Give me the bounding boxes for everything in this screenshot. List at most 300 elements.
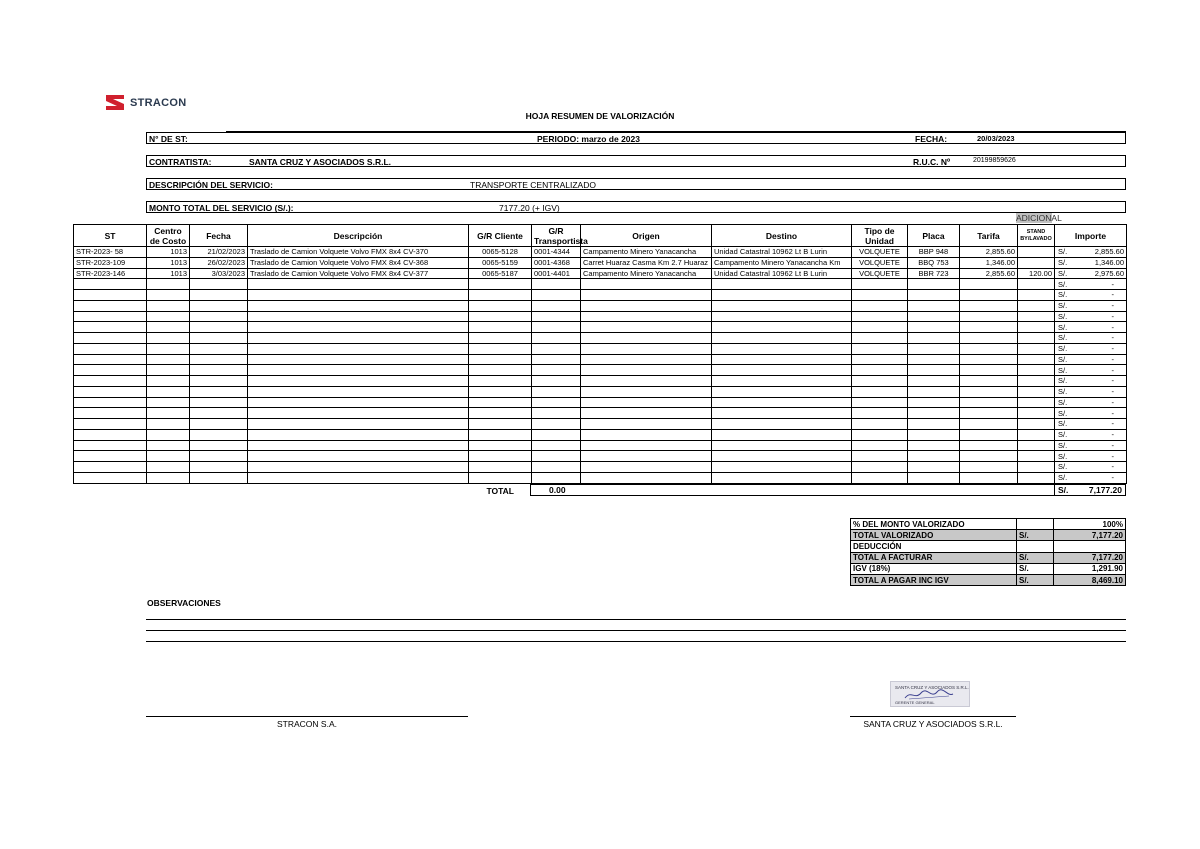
monto-value: 7177.20 (+ IGV) <box>499 203 560 213</box>
empty-cell <box>581 462 712 473</box>
summary-currency: S/. <box>1017 552 1054 563</box>
empty-cell <box>190 311 248 322</box>
empty-cell <box>190 386 248 397</box>
empty-cell <box>712 365 852 376</box>
empty-cell <box>712 311 852 322</box>
empty-cell <box>908 300 960 311</box>
empty-cell <box>532 343 581 354</box>
cell-importe <box>1055 311 1127 322</box>
currency: S/. <box>1058 290 1068 300</box>
empty-cell <box>190 440 248 451</box>
cell-importe <box>1055 462 1127 473</box>
importe-value: - <box>1111 311 1114 321</box>
empty-cell <box>248 322 469 333</box>
observaciones-line <box>146 619 1126 620</box>
summary-label: TOTAL VALORIZADO <box>851 530 1017 541</box>
cell-cc: 1013 <box>147 257 190 268</box>
empty-cell <box>581 290 712 301</box>
empty-cell <box>908 472 960 483</box>
descripcion-bar <box>146 178 1126 190</box>
table-row-empty <box>74 354 1127 365</box>
cell-importe <box>1055 268 1127 279</box>
empty-cell <box>712 354 852 365</box>
empty-cell <box>74 386 147 397</box>
cell-st: STR-2023-109 <box>74 257 147 268</box>
table-row <box>74 268 1127 279</box>
empty-cell <box>581 440 712 451</box>
empty-cell <box>581 343 712 354</box>
cell-placa: BBP 948 <box>908 247 960 258</box>
table-row-empty <box>74 365 1127 376</box>
empty-cell <box>581 322 712 333</box>
empty-cell <box>960 440 1018 451</box>
importe-value: 1,346.00 <box>1094 258 1124 268</box>
empty-cell <box>581 376 712 387</box>
table-row-empty <box>74 333 1127 344</box>
empty-cell <box>469 451 532 462</box>
empty-cell <box>581 354 712 365</box>
empty-cell <box>147 408 190 419</box>
empty-cell <box>74 343 147 354</box>
empty-cell <box>74 429 147 440</box>
empty-cell <box>712 343 852 354</box>
empty-cell <box>1018 290 1055 301</box>
empty-cell <box>190 365 248 376</box>
empty-cell <box>248 300 469 311</box>
empty-cell <box>908 376 960 387</box>
empty-cell <box>74 440 147 451</box>
empty-cell <box>190 429 248 440</box>
empty-cell <box>248 429 469 440</box>
cell-importe <box>1055 365 1127 376</box>
currency: S/. <box>1058 268 1068 278</box>
empty-cell <box>469 300 532 311</box>
empty-cell <box>712 300 852 311</box>
empty-cell <box>908 343 960 354</box>
empty-cell <box>190 397 248 408</box>
empty-cell <box>712 472 852 483</box>
empty-cell <box>248 279 469 290</box>
currency: S/. <box>1058 387 1068 397</box>
empty-cell <box>960 322 1018 333</box>
empty-cell <box>852 311 908 322</box>
st-period-bar <box>146 132 1126 144</box>
currency: S/. <box>1058 247 1068 257</box>
empty-cell <box>147 429 190 440</box>
importe-value: - <box>1111 430 1114 440</box>
cell-tarifa: 2,855.60 <box>960 268 1018 279</box>
contratista-label: CONTRATISTA: <box>149 157 212 167</box>
cell-grc: 0065-5187 <box>469 268 532 279</box>
cell-placa: BBQ 753 <box>908 257 960 268</box>
empty-cell <box>469 408 532 419</box>
table-row-empty <box>74 462 1127 473</box>
st-label: N° DE ST: <box>149 134 188 144</box>
empty-cell <box>74 408 147 419</box>
empty-cell <box>190 333 248 344</box>
empty-cell <box>960 279 1018 290</box>
empty-cell <box>908 290 960 301</box>
cell-tarifa: 2,855.60 <box>960 247 1018 258</box>
cell-origen: Campamento Minero Yanacancha <box>581 247 712 258</box>
empty-cell <box>248 343 469 354</box>
empty-cell <box>248 376 469 387</box>
empty-cell <box>908 451 960 462</box>
empty-cell <box>1018 365 1055 376</box>
empty-cell <box>960 300 1018 311</box>
empty-cell <box>74 472 147 483</box>
empty-cell <box>248 397 469 408</box>
importe-value: 2,855.60 <box>1094 247 1124 257</box>
empty-cell <box>712 290 852 301</box>
cell-importe <box>1055 343 1127 354</box>
table-row-empty <box>74 472 1127 483</box>
summary-row <box>851 519 1126 530</box>
table-row-empty <box>74 440 1127 451</box>
cell-grt: 0001-4401 <box>532 268 581 279</box>
table-row <box>74 257 1127 268</box>
empty-cell <box>1018 322 1055 333</box>
cell-importe <box>1055 472 1127 483</box>
empty-cell <box>960 451 1018 462</box>
empty-cell <box>712 408 852 419</box>
empty-cell <box>74 290 147 301</box>
fecha-label: FECHA: <box>915 134 948 144</box>
summary-currency <box>1017 541 1054 552</box>
summary-value: 1,291.90 <box>1054 563 1126 574</box>
observaciones-label: OBSERVACIONES <box>147 598 221 608</box>
currency: S/. <box>1058 344 1068 354</box>
table-row-empty <box>74 376 1127 387</box>
importe-value: - <box>1111 290 1114 300</box>
empty-cell <box>532 365 581 376</box>
empty-cell <box>532 472 581 483</box>
ruc-label: R.U.C. Nº <box>913 157 951 167</box>
currency: S/. <box>1058 473 1068 483</box>
empty-cell <box>852 290 908 301</box>
empty-cell <box>960 429 1018 440</box>
cell-standby <box>1018 247 1055 258</box>
empty-cell <box>147 462 190 473</box>
empty-cell <box>248 354 469 365</box>
empty-cell <box>712 386 852 397</box>
empty-cell <box>712 279 852 290</box>
empty-cell <box>1018 311 1055 322</box>
empty-cell <box>74 311 147 322</box>
empty-cell <box>712 376 852 387</box>
empty-cell <box>147 300 190 311</box>
empty-cell <box>147 397 190 408</box>
cell-grt: 0001-4368 <box>532 257 581 268</box>
cell-cc: 1013 <box>147 268 190 279</box>
empty-cell <box>147 451 190 462</box>
empty-cell <box>712 419 852 430</box>
empty-cell <box>469 343 532 354</box>
currency: S/. <box>1058 311 1068 321</box>
cell-importe <box>1055 397 1127 408</box>
empty-cell <box>852 451 908 462</box>
empty-cell <box>1018 354 1055 365</box>
importe-value: - <box>1111 365 1114 375</box>
total-label: TOTAL <box>486 486 514 496</box>
empty-cell <box>960 472 1018 483</box>
empty-cell <box>147 311 190 322</box>
empty-cell <box>908 386 960 397</box>
empty-cell <box>532 397 581 408</box>
empty-cell <box>712 462 852 473</box>
col-header: Tipo de Unidad <box>852 225 908 247</box>
importe-value: - <box>1111 376 1114 386</box>
empty-cell <box>532 462 581 473</box>
periodo-label: PERIODO: marzo de 2023 <box>537 134 640 144</box>
table-row <box>74 247 1127 258</box>
cell-importe <box>1055 322 1127 333</box>
empty-cell <box>74 451 147 462</box>
empty-cell <box>1018 333 1055 344</box>
col-header: ST <box>74 225 147 247</box>
empty-cell <box>852 397 908 408</box>
empty-cell <box>712 397 852 408</box>
empty-cell <box>581 408 712 419</box>
currency: S/. <box>1058 333 1068 343</box>
empty-cell <box>581 311 712 322</box>
empty-cell <box>1018 472 1055 483</box>
empty-cell <box>190 419 248 430</box>
importe-value: - <box>1111 301 1114 311</box>
empty-cell <box>960 419 1018 430</box>
empty-cell <box>532 451 581 462</box>
col-header: Fecha <box>190 225 248 247</box>
monto-bar <box>146 201 1126 213</box>
empty-cell <box>469 311 532 322</box>
company-stamp <box>890 681 970 707</box>
empty-cell <box>908 429 960 440</box>
summary-label: IGV (18%) <box>851 563 1017 574</box>
currency: S/. <box>1058 365 1068 375</box>
currency: S/. <box>1058 430 1068 440</box>
summary-row <box>851 574 1126 585</box>
importe-value: 2,975.60 <box>1094 268 1124 278</box>
signature-line-right <box>850 716 1016 717</box>
empty-cell <box>469 419 532 430</box>
contratista-value: SANTA CRUZ Y ASOCIADOS S.R.L. <box>249 157 391 167</box>
empty-cell <box>248 333 469 344</box>
empty-cell <box>147 343 190 354</box>
empty-cell <box>147 279 190 290</box>
empty-cell <box>960 290 1018 301</box>
cell-standby <box>1018 257 1055 268</box>
empty-cell <box>190 290 248 301</box>
empty-cell <box>960 333 1018 344</box>
empty-cell <box>190 300 248 311</box>
empty-cell <box>1018 343 1055 354</box>
cell-desc: Traslado de Camion Volquete Volvo FMX 8x4 CV-370 <box>248 247 469 258</box>
empty-cell <box>147 386 190 397</box>
empty-cell <box>581 451 712 462</box>
col-header: Origen <box>581 225 712 247</box>
empty-cell <box>248 472 469 483</box>
summary-row <box>851 552 1126 563</box>
empty-cell <box>248 365 469 376</box>
col-header: Importe <box>1055 225 1127 247</box>
empty-cell <box>469 386 532 397</box>
total-currency: S/. <box>1058 485 1069 495</box>
summary-label: TOTAL A PAGAR INC IGV <box>851 574 1017 585</box>
importe-value: - <box>1111 473 1114 483</box>
importe-value: - <box>1111 354 1114 364</box>
summary-row <box>851 541 1126 552</box>
cell-fecha: 21/02/2023 <box>190 247 248 258</box>
cell-grc: 0065-5159 <box>469 257 532 268</box>
cell-importe <box>1055 408 1127 419</box>
col-header: G/R Cliente <box>469 225 532 247</box>
cell-grt: 0001-4344 <box>532 247 581 258</box>
empty-cell <box>469 397 532 408</box>
empty-cell <box>960 354 1018 365</box>
summary-label: TOTAL A FACTURAR <box>851 552 1017 563</box>
summary-currency <box>1017 519 1054 530</box>
empty-cell <box>147 419 190 430</box>
table-header-row <box>74 225 1127 247</box>
cell-importe <box>1055 419 1127 430</box>
empty-cell <box>469 365 532 376</box>
summary-value: 100% <box>1054 519 1126 530</box>
empty-cell <box>74 462 147 473</box>
summary-table <box>850 518 1126 586</box>
empty-cell <box>908 354 960 365</box>
cell-tipo: VOLQUETE <box>852 257 908 268</box>
table-row-empty <box>74 300 1127 311</box>
empty-cell <box>532 333 581 344</box>
empty-cell <box>712 440 852 451</box>
col-header: Placa <box>908 225 960 247</box>
importe-value: - <box>1111 333 1114 343</box>
empty-cell <box>74 376 147 387</box>
cell-importe <box>1055 257 1127 268</box>
empty-cell <box>74 419 147 430</box>
adicional-label: ADICIONAL <box>1016 213 1062 223</box>
cell-importe <box>1055 440 1127 451</box>
currency: S/. <box>1058 440 1068 450</box>
summary-value: 7,177.20 <box>1054 552 1126 563</box>
empty-cell <box>248 440 469 451</box>
empty-cell <box>581 279 712 290</box>
col-header: Centro de Costo <box>147 225 190 247</box>
observaciones-line <box>146 630 1126 631</box>
table-row-empty <box>74 429 1127 440</box>
importe-total-cell <box>1054 484 1126 496</box>
empty-cell <box>852 408 908 419</box>
empty-cell <box>908 408 960 419</box>
empty-cell <box>1018 279 1055 290</box>
empty-cell <box>581 429 712 440</box>
summary-value: 7,177.20 <box>1054 530 1126 541</box>
cell-st: STR-2023- 58 <box>74 247 147 258</box>
currency: S/. <box>1058 419 1068 429</box>
stracon-logo <box>106 95 187 110</box>
empty-cell <box>960 462 1018 473</box>
col-header: G/R Transportista <box>532 225 581 247</box>
summary-row <box>851 530 1126 541</box>
empty-cell <box>532 311 581 322</box>
empty-cell <box>908 322 960 333</box>
empty-cell <box>581 300 712 311</box>
table-row-empty <box>74 290 1127 301</box>
currency: S/. <box>1058 376 1068 386</box>
empty-cell <box>74 365 147 376</box>
empty-cell <box>852 322 908 333</box>
empty-cell <box>852 376 908 387</box>
empty-cell <box>469 354 532 365</box>
empty-cell <box>190 408 248 419</box>
empty-cell <box>852 333 908 344</box>
empty-cell <box>581 386 712 397</box>
importe-value: - <box>1111 344 1114 354</box>
summary-value <box>1054 541 1126 552</box>
empty-cell <box>190 354 248 365</box>
cell-placa: BBR 723 <box>908 268 960 279</box>
empty-cell <box>147 290 190 301</box>
currency: S/. <box>1058 301 1068 311</box>
empty-cell <box>469 472 532 483</box>
stracon-logo-icon <box>106 95 124 110</box>
empty-cell <box>74 397 147 408</box>
empty-cell <box>960 397 1018 408</box>
cell-grc: 0065-5128 <box>469 247 532 258</box>
currency: S/. <box>1058 451 1068 461</box>
empty-cell <box>852 419 908 430</box>
cell-destino: Campamento Minero Yanacancha Km <box>712 257 852 268</box>
empty-cell <box>469 290 532 301</box>
empty-cell <box>908 311 960 322</box>
descripcion-value: TRANSPORTE CENTRALIZADO <box>470 180 596 190</box>
cell-desc: Traslado de Camion Volquete Volvo FMX 8x4 CV-368 <box>248 257 469 268</box>
empty-cell <box>190 451 248 462</box>
empty-cell <box>1018 386 1055 397</box>
empty-cell <box>852 440 908 451</box>
empty-cell <box>960 365 1018 376</box>
empty-cell <box>469 462 532 473</box>
empty-cell <box>74 333 147 344</box>
empty-cell <box>190 462 248 473</box>
empty-cell <box>960 408 1018 419</box>
importe-value: - <box>1111 451 1114 461</box>
empty-cell <box>581 419 712 430</box>
cell-importe <box>1055 247 1127 258</box>
empty-cell <box>1018 376 1055 387</box>
summary-label: % DEL MONTO VALORIZADO <box>851 519 1017 530</box>
cell-fecha: 3/03/2023 <box>190 268 248 279</box>
currency: S/. <box>1058 408 1068 418</box>
empty-cell <box>960 386 1018 397</box>
empty-cell <box>1018 419 1055 430</box>
table-row-empty <box>74 397 1127 408</box>
summary-currency: S/. <box>1017 574 1054 585</box>
summary-row <box>851 563 1126 574</box>
table-row-empty <box>74 311 1127 322</box>
empty-cell <box>908 440 960 451</box>
empty-cell <box>852 300 908 311</box>
empty-cell <box>852 354 908 365</box>
cell-origen: Carret Huaraz Casma Km 2.7 Huaraz <box>581 257 712 268</box>
empty-cell <box>190 322 248 333</box>
empty-cell <box>147 440 190 451</box>
signature-line-left <box>146 716 468 717</box>
empty-cell <box>852 386 908 397</box>
stamp-role: GERENTE GENERAL <box>895 700 935 705</box>
empty-cell <box>248 290 469 301</box>
col-header: STAND BY/LAVADO <box>1018 225 1055 247</box>
